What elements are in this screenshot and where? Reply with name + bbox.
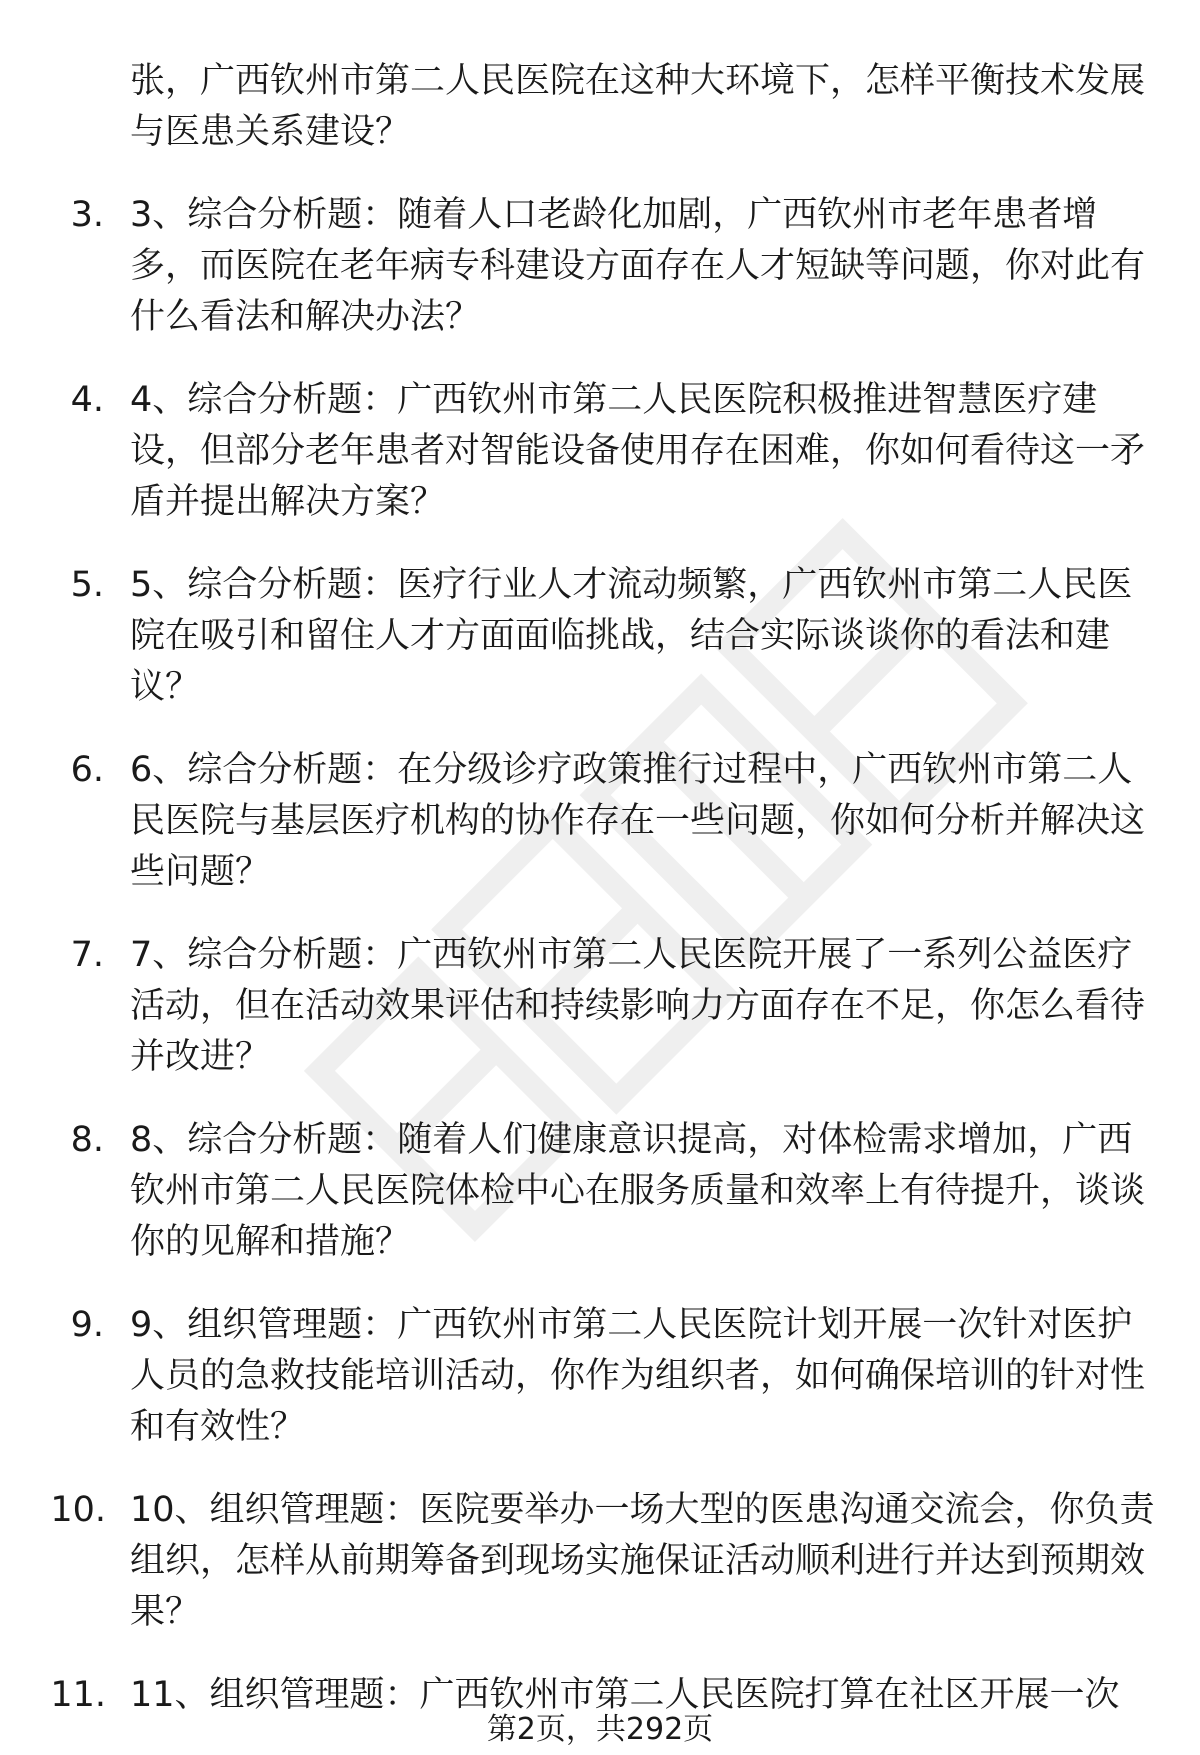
list-item-number: 9. [70, 1305, 104, 1345]
list-item-text: 4、综合分析题：广西钦州市第二人民医院积极推进智慧医疗建设，但部分老年患者对智能设备使用存在困难，你如何看待这一矛盾并提出解决方案？ [130, 380, 1146, 522]
list-item-text: 10、组织管理题：医院要举办一场大型的医患沟通交流会，你负责组织，怎样从前期筹备到现场实施保证活动顺利进行并达到预期效果？ [130, 1490, 1155, 1632]
list-item-text: 6、综合分析题：在分级诊疗政策推行过程中，广西钦州市第二人民医院与基层医疗机构的协作存在一些问题，你如何分析并解决这些问题？ [130, 750, 1146, 892]
list-item [0, 56, 1200, 158]
list-item-number: 10. [50, 1490, 106, 1530]
list-item [0, 190, 1200, 343]
list-item-text: 5、综合分析题：医疗行业人才流动频繁，广西钦州市第二人民医院在吸引和留住人才方面面临挑战，结合实际谈谈你的看法和建议？ [130, 565, 1133, 707]
list-item-text: 张，广西钦州市第二人民医院在这种大环境下，怎样平衡技术发展与医患关系建设？ [130, 61, 1146, 152]
list-item-number: 4. [70, 380, 104, 420]
list-item [0, 1485, 1200, 1638]
page-number-footer: 第2页，共292页 [486, 1712, 714, 1747]
list-item-number: 6. [70, 750, 104, 790]
list-item-text: 9、组织管理题：广西钦州市第二人民医院计划开展一次针对医护人员的急救技能培训活动，你作为组织者，如何确保培训的针对性和有效性？ [130, 1305, 1146, 1447]
question-list [0, 56, 1200, 1753]
list-item-number: 8. [70, 1120, 104, 1160]
list-item-number: 5. [70, 565, 104, 605]
list-item-text: 7、综合分析题：广西钦州市第二人民医院开展了一系列公益医疗活动，但在活动效果评估和持续影响力方面存在不足，你怎么看待并改进？ [130, 935, 1146, 1077]
list-item [0, 375, 1200, 528]
list-item [0, 1300, 1200, 1453]
list-item [0, 930, 1200, 1083]
list-item [0, 560, 1200, 713]
list-item-number: 3. [70, 195, 104, 235]
list-item-text: 3、综合分析题：随着人口老龄化加剧，广西钦州市老年患者增多，而医院在老年病专科建设方面存在人才短缺等问题，你对此有什么看法和解决办法？ [130, 195, 1146, 337]
list-item-number: 11. [50, 1675, 106, 1715]
list-item-text: 11、组织管理题：广西钦州市第二人民医院打算在社区开展一次 [130, 1675, 1120, 1715]
list-item [0, 1115, 1200, 1268]
list-item [0, 745, 1200, 898]
list-item-number: 7. [70, 935, 104, 975]
list-item-text: 8、综合分析题：随着人们健康意识提高，对体检需求增加，广西钦州市第二人民医院体检中心在服务质量和效率上有待提升，谈谈你的见解和措施？ [130, 1120, 1146, 1262]
